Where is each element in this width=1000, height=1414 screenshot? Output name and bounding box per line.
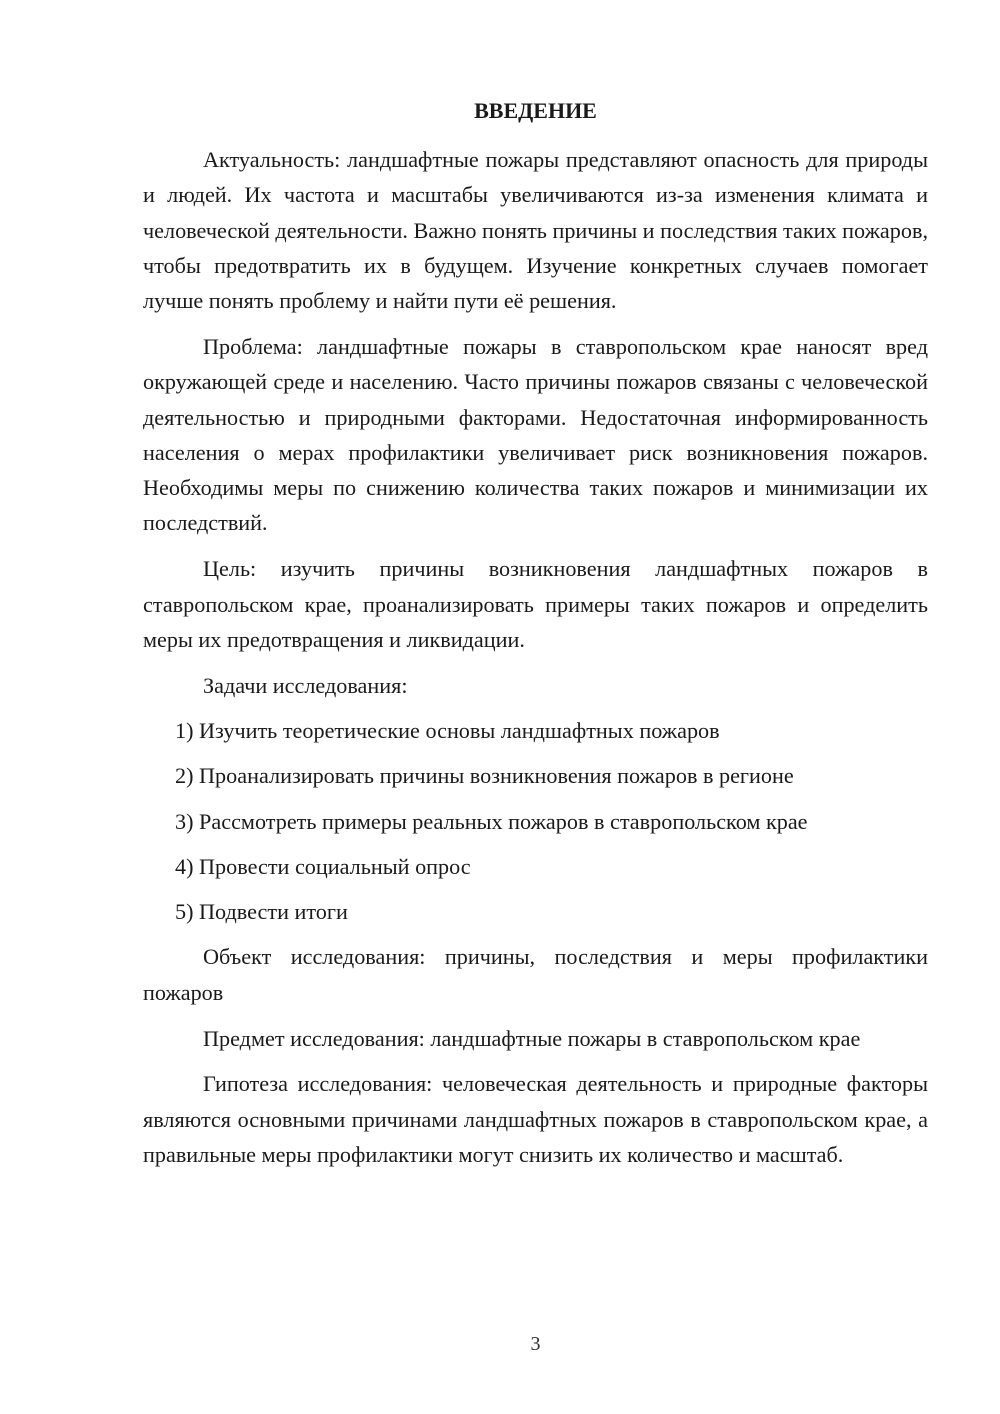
list-item: 4) Провести социальный опрос	[175, 853, 471, 879]
list-item: 2) Проанализировать причины возникновения пожаров в регионе	[175, 763, 794, 789]
document-page	[143, 0, 928, 1414]
object-paragraph: Объект исследования: причины, последствия и меры профилактики пожаров	[143, 944, 928, 1005]
page-title: ВВЕДЕНИЕ	[474, 98, 597, 123]
hypothesis-paragraph: Гипотеза исследования: человеческая деятельность и природные факторы являются основными причинами ландшафтных пожаров в ставропольском крае, а правильные меры профилактики могут снизить их количество и масштаб.	[143, 1071, 928, 1167]
problem-paragraph: Проблема: ландшафтные пожары в ставропольском крае наносят вред окружающей среде и населению. Часто причины пожаров связаны с человеческой деятельностью и природными факторами. Недостаточная информированность населения о мерах профилактики увеличивает риск возникновения пожаров. Необходимы меры по снижению количества таких пожаров и минимизации их последствий.	[143, 333, 928, 536]
relevance-paragraph: Актуальность: ландшафтные пожары представляют опасность для природы и людей. Их частота и масштабы увеличиваются из-за изменения климата и человеческой деятельности. Важно понять причины и последствия таких пожаров, чтобы предотвратить их в будущем. Изучение конкретных случаев помогает лучше понять проблему и найти пути её решения.	[143, 147, 928, 314]
list-item: 1) Изучить теоретические основы ландшафтных пожаров	[175, 717, 720, 743]
subject-paragraph: Предмет исследования: ландшафтные пожары в ставропольском крае	[203, 1025, 861, 1051]
tasks-label: Задачи исследования:	[203, 672, 408, 698]
goal-paragraph: Цель: изучить причины возникновения ландшафтных пожаров в ставропольском крае, проанализировать примеры таких пожаров и определить меры их предотвращения и ликвидации.	[143, 556, 928, 652]
list-item: 3) Рассмотреть примеры реальных пожаров в ставропольском крае	[175, 808, 808, 834]
tasks-list	[143, 713, 928, 929]
page-number: 3	[530, 1333, 541, 1355]
document-body	[143, 142, 928, 1183]
list-item: 5) Подвести итоги	[175, 899, 348, 925]
